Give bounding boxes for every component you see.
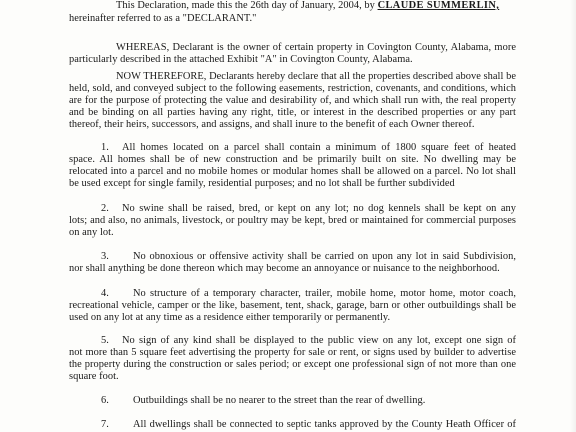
item-2-line-3: on any lot. xyxy=(69,227,114,238)
item-5-line-3: the property during the construction or sales period; or except one professional sign of not more than one xyxy=(69,359,516,370)
item-1-line-2: space. All homes shall be of new construction and be primarily built on site. No dwelling may be xyxy=(69,154,516,165)
item-2-line-2: lots; and also, no animals, livestock, or poultry may be kept, bred or maintained for commercial purposes xyxy=(69,215,516,226)
scan-edge-shadow xyxy=(570,0,576,432)
intro-text: This Declaration, made this the 26th day of January, 2004, by xyxy=(116,0,378,11)
item-4-number: 4. xyxy=(101,288,109,299)
item-2-line-1: No swine shall be raised, bred, or kept on any lot; no dog kennels shall be kept on any xyxy=(122,203,516,214)
whereas-line-2: particularly described in the attached Exhibit "A" in Covington County, Alabama. xyxy=(69,54,413,65)
item-6-number: 6. xyxy=(101,395,109,406)
whereas-line-1: WHEREAS, Declarant is the owner of certain property in Covington County, Alabama, more xyxy=(116,42,516,53)
item-1-number: 1. xyxy=(101,142,109,153)
now-therefore-line-1: NOW THEREFORE, Declarants hereby declare that all the properties described above shall be xyxy=(116,71,516,82)
intro-line-2: hereinafter referred to as a "DECLARANT." xyxy=(69,13,257,24)
now-therefore-line-5: thereof, their heirs, successors, and assigns, and shall inure to the benefit of each Owner thereof. xyxy=(69,119,475,130)
item-4-line-3: used on any lot at any time as a residence either temporarily or permanently. xyxy=(69,312,391,323)
item-3-number: 3. xyxy=(101,251,109,262)
item-7-number: 7. xyxy=(101,419,109,430)
declarant-name: CLAUDE SUMMERLIN, xyxy=(377,0,500,11)
item-5-number: 5. xyxy=(101,335,109,346)
item-4-line-2: recreational vehicle, camper or the like, basement, tent, shack, garage, barn or other outbuildings shall be xyxy=(69,300,516,311)
item-7-line-1: All dwellings shall be connected to septic tanks approved by the County Heath Officer of xyxy=(133,419,516,430)
now-therefore-line-2: held, sold, and conveyed subject to the following easements, restriction, covenants, and conditions, which xyxy=(69,83,516,94)
item-5-line-1: No sign of any kind shall be displayed to the public view on any lot, except one sign of xyxy=(122,335,516,346)
item-5-line-4: square foot. xyxy=(69,371,119,382)
now-therefore-line-4: and be binding on all parties having any right, title, or interest in the described properties or any part xyxy=(69,107,516,118)
item-5-line-2: not more than 5 square feet advertising the property for sale or rent, or signs used by builder to advertise xyxy=(69,347,516,358)
intro-line-1 xyxy=(116,0,499,12)
item-2-number: 2. xyxy=(101,203,109,214)
item-6-line-1: Outbuildings shall be no nearer to the street than the rear of dwelling. xyxy=(133,395,426,406)
item-3-line-1: No obnoxious or offensive activity shall be carried on upon any lot in said Subdivision, xyxy=(133,251,516,262)
now-therefore-line-3: are for the purpose of protecting the value and desirability of, and which shall run with, the real property xyxy=(69,95,516,106)
item-4-line-1: No structure of a temporary character, trailer, mobile home, motor home, motor coach, xyxy=(133,288,516,299)
item-1-line-4: be used except for single family, residential purposes; and no lot shall be further subdivided xyxy=(69,178,455,189)
item-1-line-3: relocated into a parcel and no mobile homes or modular homes shall be allowed on a parcel. No lot shall xyxy=(69,166,516,177)
item-3-line-2: nor shall anything be done thereon which may become an annoyance or nuisance to the neighborhood. xyxy=(69,263,500,274)
item-1-line-1: All homes located on a parcel shall contain a minimum of 1800 square feet of heated xyxy=(122,142,516,153)
